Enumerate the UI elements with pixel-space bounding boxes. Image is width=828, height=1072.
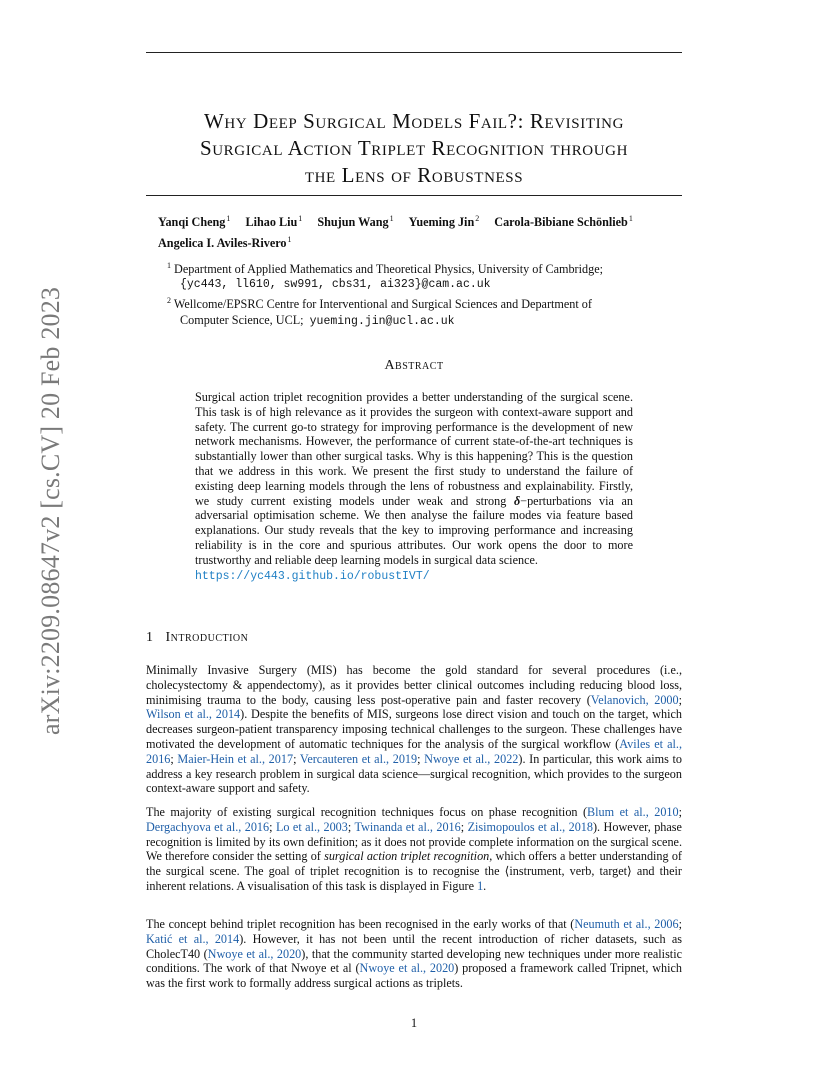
citation-link[interactable]: Wilson et al., 2014 xyxy=(146,707,241,722)
title-rule xyxy=(146,195,682,196)
author: Angelica I. Aviles-Rivero$^1$ xyxy=(158,235,292,250)
abstract-body: Surgical action triplet recognition provides a better understanding of the surgical scene. This task is of high relevance as it provides the surgeon with context-aware support and safety. The current go-to strategy for improving performance is the development of new network mechanisms. However, the performance of current state-of-the-art techniques is substantially lower than other surgical tasks. Why is this happening? This is the question that we address in this work. We present the first study to understand the failure of existing deep learning models through the lens of robustness and explainability. Firstly, we study current existing models under weak and strong δ−perturbations via an adversarial optimisation scheme. We then analyse the failure modes via feature based explanations. Our study reveals that the key to improving performance and increasing reliability is in the core and spurious attributes. Our work opens the door to more trustworthy and reliable deep learning models in surgical data science. https://yc443.github.io/robustIVT/ xyxy=(195,390,633,583)
affiliation-1: $^1$ Department of Applied Mathematics and Theoretical Physics, University of Cambridge; xyxy=(167,261,603,276)
affiliation-2: $^2$ Wellcome/EPSRC Centre for Interventional and Surgical Sciences and Department of xyxy=(167,296,592,311)
citation-link[interactable]: Nwoye et al., 2020 xyxy=(207,946,302,961)
citation-link[interactable]: Velanovich, 2000 xyxy=(590,692,679,707)
citation-link[interactable]: Nwoye et al., 2020 xyxy=(359,961,455,976)
author: Carola-Bibiane Schönlieb$^1$ xyxy=(494,214,633,229)
citation-link[interactable]: Katić et al., 2014 xyxy=(146,931,240,946)
arxiv-stamp-text: arXiv:2209.08647v2 [cs.CV] 20 Feb 2023 xyxy=(36,286,65,735)
top-rule xyxy=(146,52,682,53)
citation-link[interactable]: Twinanda et al., 2016 xyxy=(354,819,461,834)
author: Yueming Jin$^2$ xyxy=(408,214,480,229)
paper-title xyxy=(146,108,682,189)
affiliation-1-emails: {yc443, ll610, sw991, cbs31, ai323}@cam.ac.uk xyxy=(180,278,491,291)
author: Yanqi Cheng$^1$ xyxy=(158,214,231,229)
section-heading-introduction: 1 Introduction xyxy=(146,630,249,645)
page-number: 1 xyxy=(410,1016,418,1030)
figure-reference-link[interactable]: 1 xyxy=(477,878,484,893)
intro-paragraph-1: Minimally Invasive Surgery (MIS) has become the gold standard for several procedures (i.e., cholecystectomy & appendectomy), as it provides better clinical outcomes including reducing blood loss, minimising trauma to the body, causing less post-operative pain and faster recovery (Velanovich, 2000; Wilson et al., 2014). Despite the benefits of MIS, surgeons lose direct vision and touch on the target, which decreases surgeon-patient transparency imposing technical challenges to the surgeon. These challenges have motivated the development of automatic techniques for the analysis of the surgical workflow (Aviles et al., 2016; Maier-Hein et al., 2017; Vercauteren et al., 2019; Nwoye et al., 2022). In particular, this work aims to address a key research problem in surgical data science—surgical recognition, which provides to the surgeon context-aware support and safety. xyxy=(146,663,683,796)
title-line-1: Why Deep Surgical Models Fail?: Revisiting xyxy=(203,109,625,133)
citation-link[interactable]: Neumuth et al., 2006 xyxy=(574,917,679,931)
citation-link[interactable]: Nwoye et al., 2022 xyxy=(424,751,519,766)
citation-link[interactable]: Zisimopoulos et al., 2018 xyxy=(467,819,593,834)
citation-link[interactable]: Lo et al., 2003 xyxy=(275,819,348,834)
citation-link[interactable]: Aviles et al., 2016 xyxy=(146,736,682,766)
abstract-heading: Abstract xyxy=(384,358,444,373)
title-line-3: the Lens of Robustness xyxy=(304,163,524,187)
affiliations xyxy=(166,258,666,330)
author: Lihao Liu$^1$ xyxy=(245,214,303,229)
intro-paragraph-2: The majority of existing surgical recognition techniques focus on phase recognition (Blum et al., 2010; Dergachyova et al., 2016; Lo et al., 2003; Twinanda et al., 2016; Zisimopoulos et al., 2018). However, phase recognition is limited by its own definition; as it does not provide complete information on the surgical scene. We therefore consider the setting of surgical action triplet recognition, which offers a better understanding of the surgical scene. The goal of triplet recognition is to recognise the ⟨instrument, verb, target⟩ and their inherent relations. A visualisation of this task is displayed in Figure 1. xyxy=(146,805,682,893)
affiliation-2-line2: Computer Science, UCL; yueming.jin@ucl.ac.uk xyxy=(180,313,455,328)
intro-paragraph-3: The concept behind triplet recognition has been recognised in the early works of that (Neumuth et al., 2006; Katić et al., 2014). However, it has not been until the recent introduction of richer datasets, such as CholecT40 (Nwoye et al., 2020), that the community started developing new techniques under more realistic conditions. The work of that Nwoye et al (Nwoye et al., 2020) proposed a framework called Tripnet, which was the first work to formally address surgical actions as triplets. xyxy=(146,917,683,991)
title-line-2: Surgical Action Triplet Recognition through xyxy=(199,136,629,160)
author-list xyxy=(158,210,678,252)
affiliation-2-email: yueming.jin@ucl.ac.uk xyxy=(309,315,455,328)
citation-link[interactable]: Blum et al., 2010 xyxy=(587,805,679,819)
author: Shujun Wang$^1$ xyxy=(317,214,394,229)
citation-link[interactable]: Vercauteren et al., 2019 xyxy=(299,751,418,766)
citation-link[interactable]: Maier-Hein et al., 2017 xyxy=(177,751,294,766)
citation-link[interactable]: Dergachyova et al., 2016 xyxy=(146,819,270,834)
project-url-link[interactable]: https://yc443.github.io/robustIVT/ xyxy=(195,569,430,583)
